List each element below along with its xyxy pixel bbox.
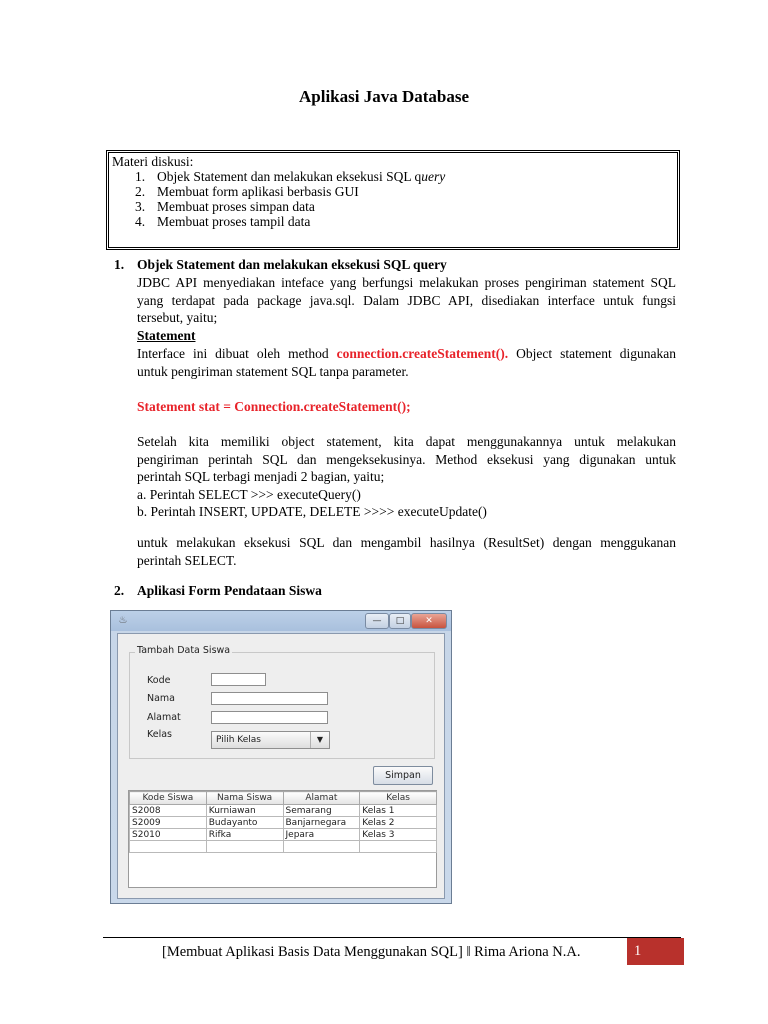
nama-input[interactable]: [211, 692, 328, 705]
table-cell[interactable]: Banjarnegara: [283, 817, 360, 829]
table-cell[interactable]: [360, 841, 437, 853]
statement-description: Interface ini dibuat oleh method connection.createStatement(). Object statement digunakan untuk pengiriman statement SQL tanpa parameter.: [137, 346, 677, 379]
table-row[interactable]: [130, 805, 437, 817]
discussion-box: [106, 150, 680, 250]
table-header-row: [130, 792, 437, 805]
column-header[interactable]: Kelas: [360, 792, 437, 805]
tambah-data-fieldset: [129, 645, 435, 759]
table-cell[interactable]: S2010: [130, 829, 207, 841]
statement-heading: Statement: [137, 328, 196, 343]
document-title: Aplikasi Java Database: [298, 87, 470, 106]
discussion-heading: Materi diskusi:: [112, 154, 194, 169]
table-cell[interactable]: Semarang: [283, 805, 360, 817]
form-window: [110, 610, 452, 904]
table-row[interactable]: [130, 817, 437, 829]
section-1-heading: Objek Statement dan melakukan eksekusi SQL query: [137, 257, 447, 272]
chevron-down-icon: ▼: [310, 732, 329, 748]
minimize-button[interactable]: —: [365, 613, 389, 629]
window-content: [117, 633, 445, 899]
section-2-number: 2.: [114, 583, 125, 598]
maximize-button[interactable]: □: [389, 613, 411, 629]
table-cell[interactable]: [283, 841, 360, 853]
table-cell[interactable]: S2009: [130, 817, 207, 829]
table-cell[interactable]: [206, 841, 283, 853]
column-header[interactable]: Nama Siswa: [206, 792, 283, 805]
java-app-icon: ♨: [118, 615, 128, 626]
table-cell[interactable]: Kurniawan: [206, 805, 283, 817]
table-row[interactable]: [130, 841, 437, 853]
section-1-intro: JDBC API menyediakan inteface yang berfungsi melakukan proses pengiriman statement SQL yang terdapat pada package java.sql. Dalam JDBC API, disediakan interface untuk fungsi tersebut, yaitu;: [137, 275, 676, 325]
discussion-list: [109, 169, 445, 229]
column-header[interactable]: Alamat: [283, 792, 360, 805]
simpan-button[interactable]: Simpan: [373, 766, 433, 785]
kelas-select[interactable]: [211, 731, 330, 749]
table-cell[interactable]: Kelas 3: [360, 829, 437, 841]
footer-text: [Membuat Aplikasi Basis Data Menggunakan SQL] ǁ Rima Ariona N.A.: [162, 944, 581, 960]
discussion-item: 4. Membuat proses tampil data: [135, 214, 311, 229]
close-button[interactable]: ✕: [411, 613, 447, 629]
kode-input[interactable]: [211, 673, 266, 686]
select-description: untuk melakukan eksekusi SQL dan mengambil hasilnya (ResultSet) dengan menggukanan perintah SELECT.: [137, 535, 676, 568]
kode-label: Kode: [147, 675, 171, 686]
page-number: 1: [634, 943, 642, 959]
siswa-table: [128, 790, 437, 888]
section-2-heading: Aplikasi Form Pendataan Siswa: [137, 583, 322, 598]
fieldset-title: Tambah Data Siswa: [137, 645, 231, 656]
table-cell[interactable]: Kelas 1: [360, 805, 437, 817]
column-header[interactable]: Kode Siswa: [130, 792, 207, 805]
alamat-input[interactable]: [211, 711, 328, 724]
table-cell[interactable]: S2008: [130, 805, 207, 817]
discussion-item: 1. Objek Statement dan melakukan eksekusi SQL query: [135, 169, 446, 184]
window-titlebar[interactable]: [111, 611, 451, 631]
table-cell[interactable]: [130, 841, 207, 853]
table-cell[interactable]: Budayanto: [206, 817, 283, 829]
discussion-item: 2. Membuat form aplikasi berbasis GUI: [135, 184, 359, 199]
kelas-label: Kelas: [147, 729, 173, 740]
section-1-number: 1.: [114, 257, 125, 272]
nama-label: Nama: [147, 693, 176, 704]
kelas-select-value: Pilih Kelas: [216, 735, 261, 745]
table-cell[interactable]: Rifka: [206, 829, 283, 841]
table-cell[interactable]: Jepara: [283, 829, 360, 841]
table-cell[interactable]: Kelas 2: [360, 817, 437, 829]
footer-divider: [103, 937, 681, 938]
alamat-label: Alamat: [147, 712, 181, 723]
table-row[interactable]: [130, 829, 437, 841]
page-number-box: [627, 938, 684, 965]
code-sample: Statement stat = Connection.createStatement();: [137, 399, 411, 414]
discussion-item: 3. Membuat proses simpan data: [135, 199, 315, 214]
execution-description: Setelah kita memiliki object statement, kita dapat menggunakannya untuk melakukan pengiriman perintah SQL dan mengeksekusinya. Method eksekusi yang digunakan untuk perintah SQL terbagi menjadi 2 bagian, yaitu; a. Perintah SELECT >>> executeQuery() b. Perintah INSERT, UPDATE, DELETE >>>> executeUpdate(): [137, 434, 676, 519]
